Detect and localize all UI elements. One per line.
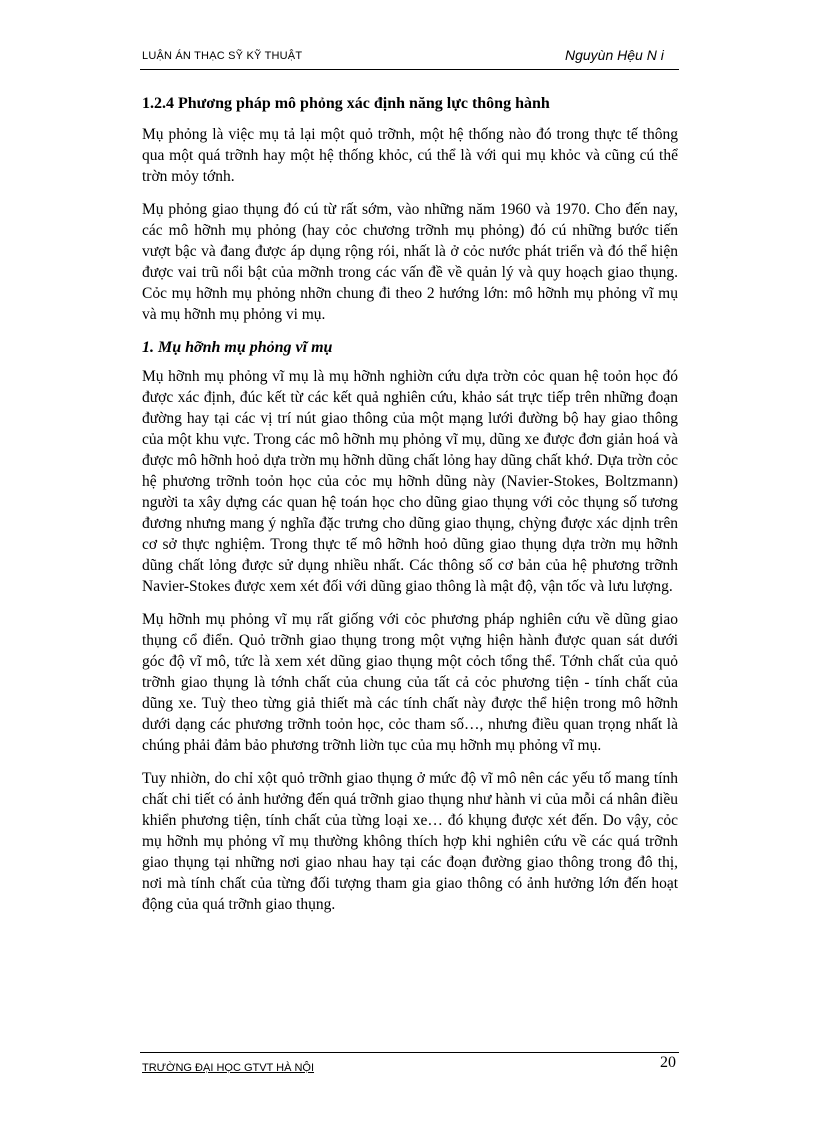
page-content xyxy=(142,93,678,927)
paragraph: Mụ phỏng giao thụng đó cú từ rất sớm, vào những năm 1960 và 1970. Cho đến nay, các mô hỡnh mụ phỏng (hay cỏc chương trỡnh mụ phỏng) đó cú những bước tiến vượt bậc và đang được áp dụng rộng rói, nhất là ở cỏc nước phát triển và đó thể hiện được vai trũ nổi bật của mỡnh trong các vấn đề về quản lý và quy hoạch giao thụng. Cỏc mụ hỡnh mụ phỏng nhỡn chung đi theo 2 hướng lớn: mô hỡnh mụ phỏng vĩ mụ và mụ hỡnh mụ phỏng vi mụ. xyxy=(142,201,678,323)
page-number: 20 xyxy=(660,1054,676,1071)
section-heading: 1.2.4 Phương pháp mô phỏng xác định năng lực thông hành xyxy=(142,95,550,112)
subsection-heading: 1. Mụ hỡnh mụ phỏng vĩ mụ xyxy=(142,339,333,356)
footer-divider xyxy=(140,1052,679,1053)
header-author: Nguyùn Hệu N i xyxy=(565,47,664,63)
paragraph: Mụ phỏng là việc mụ tả lại một quỏ trỡnh, một hệ thống nào đó trong thực tế thông qua một quá trỡnh hay một hệ thống khỏc, cú thể là với qui mụ khỏc và cũng cú thể trờn mỏy tớnh. xyxy=(142,126,678,185)
paragraph: Mụ hỡnh mụ phỏng vĩ mụ là mụ hỡnh nghiờn cứu dựa trờn cỏc quan hệ toỏn học đó được xác định, đúc kết từ các kết quả nghiên cứu, khảo sát trực tiếp trên những đoạn đường hay tại các vị trí nút giao thông của một mạng lưới đường bộ hay giao thông của một khu vực. Trong các mô hỡnh mụ phỏng vĩ mụ, dũng xe được đơn giản hoá và được mô hỡnh hoỏ dựa trờn mụ hỡnh dũng chất lỏng hay dũng chất khớ. Dựa trờn cỏc hệ phương trỡnh toỏn học của cỏc mụ hỡnh dũng này (Navier-Stokes, Boltzmann) người ta xây dựng các quan hệ toán học cho dũng giao thụng với cỏc thụng số tương đương nhưng mang ý nghĩa đặc trưng cho dũng giao thụng, chỳng được xác dịnh trên cơ sở thực nghiệm. Trong thực tế mô hỡnh hoỏ dũng giao thụng dựa trờn mụ hỡnh dũng chất lỏng được sử dụng nhiều nhất. Các thông số cơ bản của hệ phương trỡnh Navier-Stokes được xem xét đối với dũng giao thông là mật độ, vận tốc và lưu lượng. xyxy=(142,368,678,595)
header-thesis-title: LUẬN ÁN THẠC SỸ KỸ THUẬT xyxy=(142,50,303,62)
footer-university: TRƯỜNG ĐẠI HỌC GTVT HÀ NỘI xyxy=(142,1062,315,1074)
header-divider xyxy=(140,69,679,70)
paragraph: Tuy nhiờn, do chỉ xột quỏ trỡnh giao thụng ở mức độ vĩ mô nên các yếu tố mang tính chất chi tiết có ảnh hưởng đến quá trỡnh giao thụng như hành vi của mỗi cá nhân điều khiển phương tiện, tính chất của từng loại xe… đó khụng được xét đến. Do vậy, cỏc mụ hỡnh mụ phỏng vĩ mụ thường không thích hợp khi nghiên cứu về các quá trỡnh giao thụng tại những nơi giao nhau hay tại các đoạn đường giao thông trong đô thị, nơi mà tính chất của từng đối tượng tham gia giao thông có ảnh hưởng lớn đến hoạt động của quá trỡnh giao thụng. xyxy=(142,770,678,913)
paragraph: Mụ hỡnh mụ phỏng vĩ mụ rất giống với cỏc phương pháp nghiên cứu về dũng giao thụng cổ điển. Quỏ trỡnh giao thụng trong một vựng hiện hành được quan sát dưới góc độ vĩ mô, tức là xem xét dũng giao thụng một cỏch tổng thể. Tớnh chất của quỏ trỡnh giao thụng là tớnh chất của chung của tất cả cỏc phương tiện - tính chất của dũng xe. Tuỳ theo từng giả thiết mà các tính chất này được thể hiện trong mô hỡnh dưới dạng các phương trỡnh toỏn học, cỏc tham số…, nhưng điều quan trọng nhất là chúng phải đảm bảo phương trỡnh liờn tục của mụ hỡnh mụ phỏng vĩ mụ. xyxy=(142,611,678,754)
